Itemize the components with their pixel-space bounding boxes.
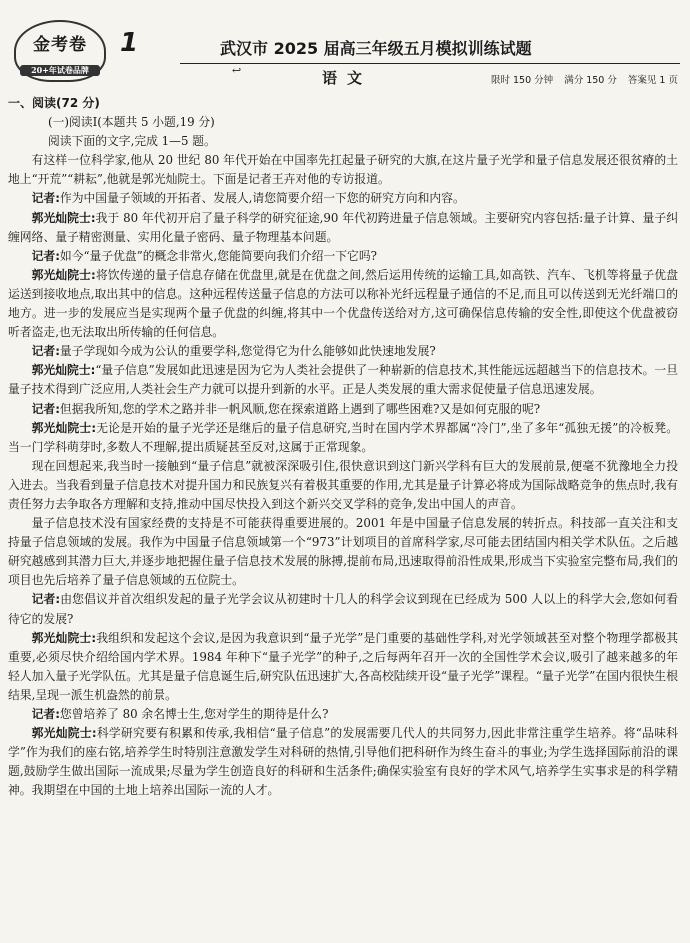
title-divider xyxy=(180,63,680,64)
article-paragraph xyxy=(8,209,678,247)
paragraph-text: 现在回想起来,我当时一接触到“量子信息”就被深深吸引住,很快意识到这门新兴学科有巨大的发展前景,便毫不犹豫地全力投入进去。当我看到量子信息技术对提升国力和民族复兴有着极其重要的作用,尤其是量子计算必将成为国际战略竞争的焦点时,我有责任努力去争取各方理解和支持,推动中国尽快投入到这个新兴交叉学科的竞争,发出中国人的声音。 xyxy=(8,458,678,511)
speaker-label: 记者: xyxy=(31,191,60,206)
speaker-label: 郭光灿院士: xyxy=(31,726,97,741)
article-paragraph xyxy=(8,629,678,705)
full-score: 满分 150 分 xyxy=(564,75,617,86)
paragraph-text: 科学研究要有积累和传承,我相信“量子信息”的发展需要几代人的共同努力,因此非常注重学生培养。将“品味科学”作为我们的座右铭,培养学生时特别注意激发学生对科研的热情,引导他们把科研作为终生奋斗的事业;为学生选择国际前沿的课题,鼓励学生做出国际一流成果;尽量为学生创造良好的科研和生活条件;确保实验室有良好的学术风气,培养学生实事求是的科学精神。我期望在中国的土地上培养出国际一流的人才。 xyxy=(8,726,678,798)
logo-text: 金考卷 xyxy=(33,35,87,55)
paragraph-text: 由您倡议并首次组织发起的量子光学会议从初建时十几人的科学会议到现在已经成为 500 人以上的科学大会,您如何看待它的发展? xyxy=(8,592,678,626)
article-paragraph xyxy=(8,705,678,724)
logo-subtext: 20+年试卷品牌 xyxy=(20,65,100,76)
speaker-label: 郭光灿院士: xyxy=(31,630,97,645)
exam-content xyxy=(8,94,678,800)
article-paragraph xyxy=(8,361,678,399)
paragraph-text: 将饮传递的量子信息存储在优盘里,就是在优盘之间,然后运用传统的运输工具,如高铁、汽车、飞机等将量子优盘运送到接收地点,取出其中的信息。这种远程传送量子信息的方法可以称补光纤远程量子通信的不足,而且可以传送到无光纤端口的地方。进一步的发展应当是实现两个量子优盘的纠缠,将其中一个优盘传送给对方,这可确保信息传输的安全性,即使这个优盘被窃听者盗走,也无法取出所传输的任何信息。 xyxy=(8,267,678,340)
paragraph-text: 我组织和发起这个会议,是因为我意识到“量子光学”是门重要的基础性学科,对光学领域甚至对整个物理学都极其重要,必须尽快介绍给国内学术界。1984 年种下“量子光学”的种子,之后每两年召开一次的全国性学术会议,吸引了越来越多的年轻人加入量子光学队伍。尤其是量子信息诞生后,研究队伍迅速扩大,各高校陆续开设“量子光学”课程。“量子光学”在国内很快生根结果,呈现一派生机盎然的前景。 xyxy=(8,630,678,702)
speaker-label: 记者: xyxy=(31,707,60,721)
speaker-label: 郭光灿院士: xyxy=(31,210,96,225)
paragraph-text: 您曾培养了 80 余名博士生,您对学生的期待是什么? xyxy=(59,707,329,721)
answer-page: 答案见 1 页 xyxy=(627,75,678,86)
speaker-label: 郭光灿院士: xyxy=(31,420,97,435)
section-heading: 一、阅读(72 分) xyxy=(8,96,100,110)
speaker-label: 记者: xyxy=(31,592,61,607)
speaker-label: 记者: xyxy=(31,344,60,359)
paragraph-text: 有这样一位科学家,他从 20 世纪 80 年代开始在中国率先扛起量子研究的大旗,在这片量子光学和量子信息发展还很贫瘠的土地上“开荒”“耕耘”,他就是郭光灿院士。下面是记者王卉对他的专访报道。 xyxy=(8,153,678,187)
speaker-label: 郭光灿院士: xyxy=(31,363,96,378)
reading-instruction: 阅读下面的文字,完成 1—5 题。 xyxy=(48,134,216,149)
article-paragraph xyxy=(8,419,678,457)
page-header xyxy=(0,0,690,92)
article-paragraph xyxy=(8,266,678,342)
paragraph-text: “量子信息”发展如此迅速是因为它为人类社会提供了一种崭新的信息技术,其性能远远超越当下的信息技术。一旦量子技术得到广泛应用,人类社会生产力就可以提升到新的水平。正是人类发展的重大需求促使量子信息迅速发展。 xyxy=(8,363,678,397)
article-paragraph xyxy=(8,724,678,800)
article-paragraph xyxy=(8,189,678,208)
paragraph-text: 量子信息技术没有国家经费的支持是不可能获得重要进展的。2001 年是中国量子信息发展的转折点。科技部一直关注和支持量子信息领域的发展。我作为中国量子信息领域第一个“973”计划项目的首席科学家,尽可能去团结国内相关学术队伍。之后越研究越感到其潜力巨大,并逐步地把握住量子信息技术发展的脉搏,提前布局,迅速取得前沿性成果,形成当下实验室完整布局,我们的项目也先后培养了量子信息领域的五位院士。 xyxy=(8,516,678,588)
article-paragraph xyxy=(8,400,678,419)
speaker-label: 郭光灿院士: xyxy=(31,267,96,282)
paragraph-text: 量子学现如今成为公认的重要学科,您觉得它为什么能够如此快速地发展? xyxy=(59,344,436,359)
paragraph-text: 如今“量子优盘”的概念非常火,您能简要向我们介绍一下它吗? xyxy=(59,248,377,263)
article-paragraph xyxy=(8,151,678,189)
article-paragraph xyxy=(8,590,678,628)
article-paragraph xyxy=(8,342,678,361)
speaker-label: 记者: xyxy=(31,401,60,416)
speaker-label: 记者: xyxy=(31,248,60,263)
exam-title: 武汉市 2025 届高三年级五月模拟训练试题 xyxy=(220,39,532,58)
paragraph-text: 无论是开始的量子光学还是继后的量子信息研究,当时在国内学术界都属“冷门”,坐了多年“孤独无援”的冷板凳。当一门学科萌芽时,多数人不理解,提出质疑甚至反对,这属于正常现象。 xyxy=(8,420,678,454)
subject-label: 语文 xyxy=(322,69,373,87)
article-paragraph xyxy=(8,247,678,266)
paragraph-text: 作为中国量子领域的开拓者、发展人,请您简要介绍一下您的研究方向和内容。 xyxy=(59,191,465,206)
header-mark: ↩ xyxy=(232,64,242,77)
paragraph-text: 我于 80 年代初开启了量子科学的研究征途,90 年代初跨进量子信息领域。主要研究内容包括:量子计算、量子纠缠网络、量子精密测量、实用化量子密码、量子物理基本问题。 xyxy=(8,210,679,244)
subsection-heading: (一)阅读Ⅰ(本题共 5 小题,19 分) xyxy=(48,115,215,130)
time-limit: 限时 150 分钟 xyxy=(490,75,554,86)
exam-meta xyxy=(483,72,678,86)
article-paragraph xyxy=(8,457,678,514)
brand-logo xyxy=(14,20,106,82)
paper-number: 1 xyxy=(120,28,139,58)
paragraph-text: 但据我所知,您的学术之路并非一帆风顺,您在探索道路上遇到了哪些困难?又是如何克服的呢? xyxy=(59,401,541,416)
article-body xyxy=(8,151,678,800)
article-paragraph xyxy=(8,514,678,590)
